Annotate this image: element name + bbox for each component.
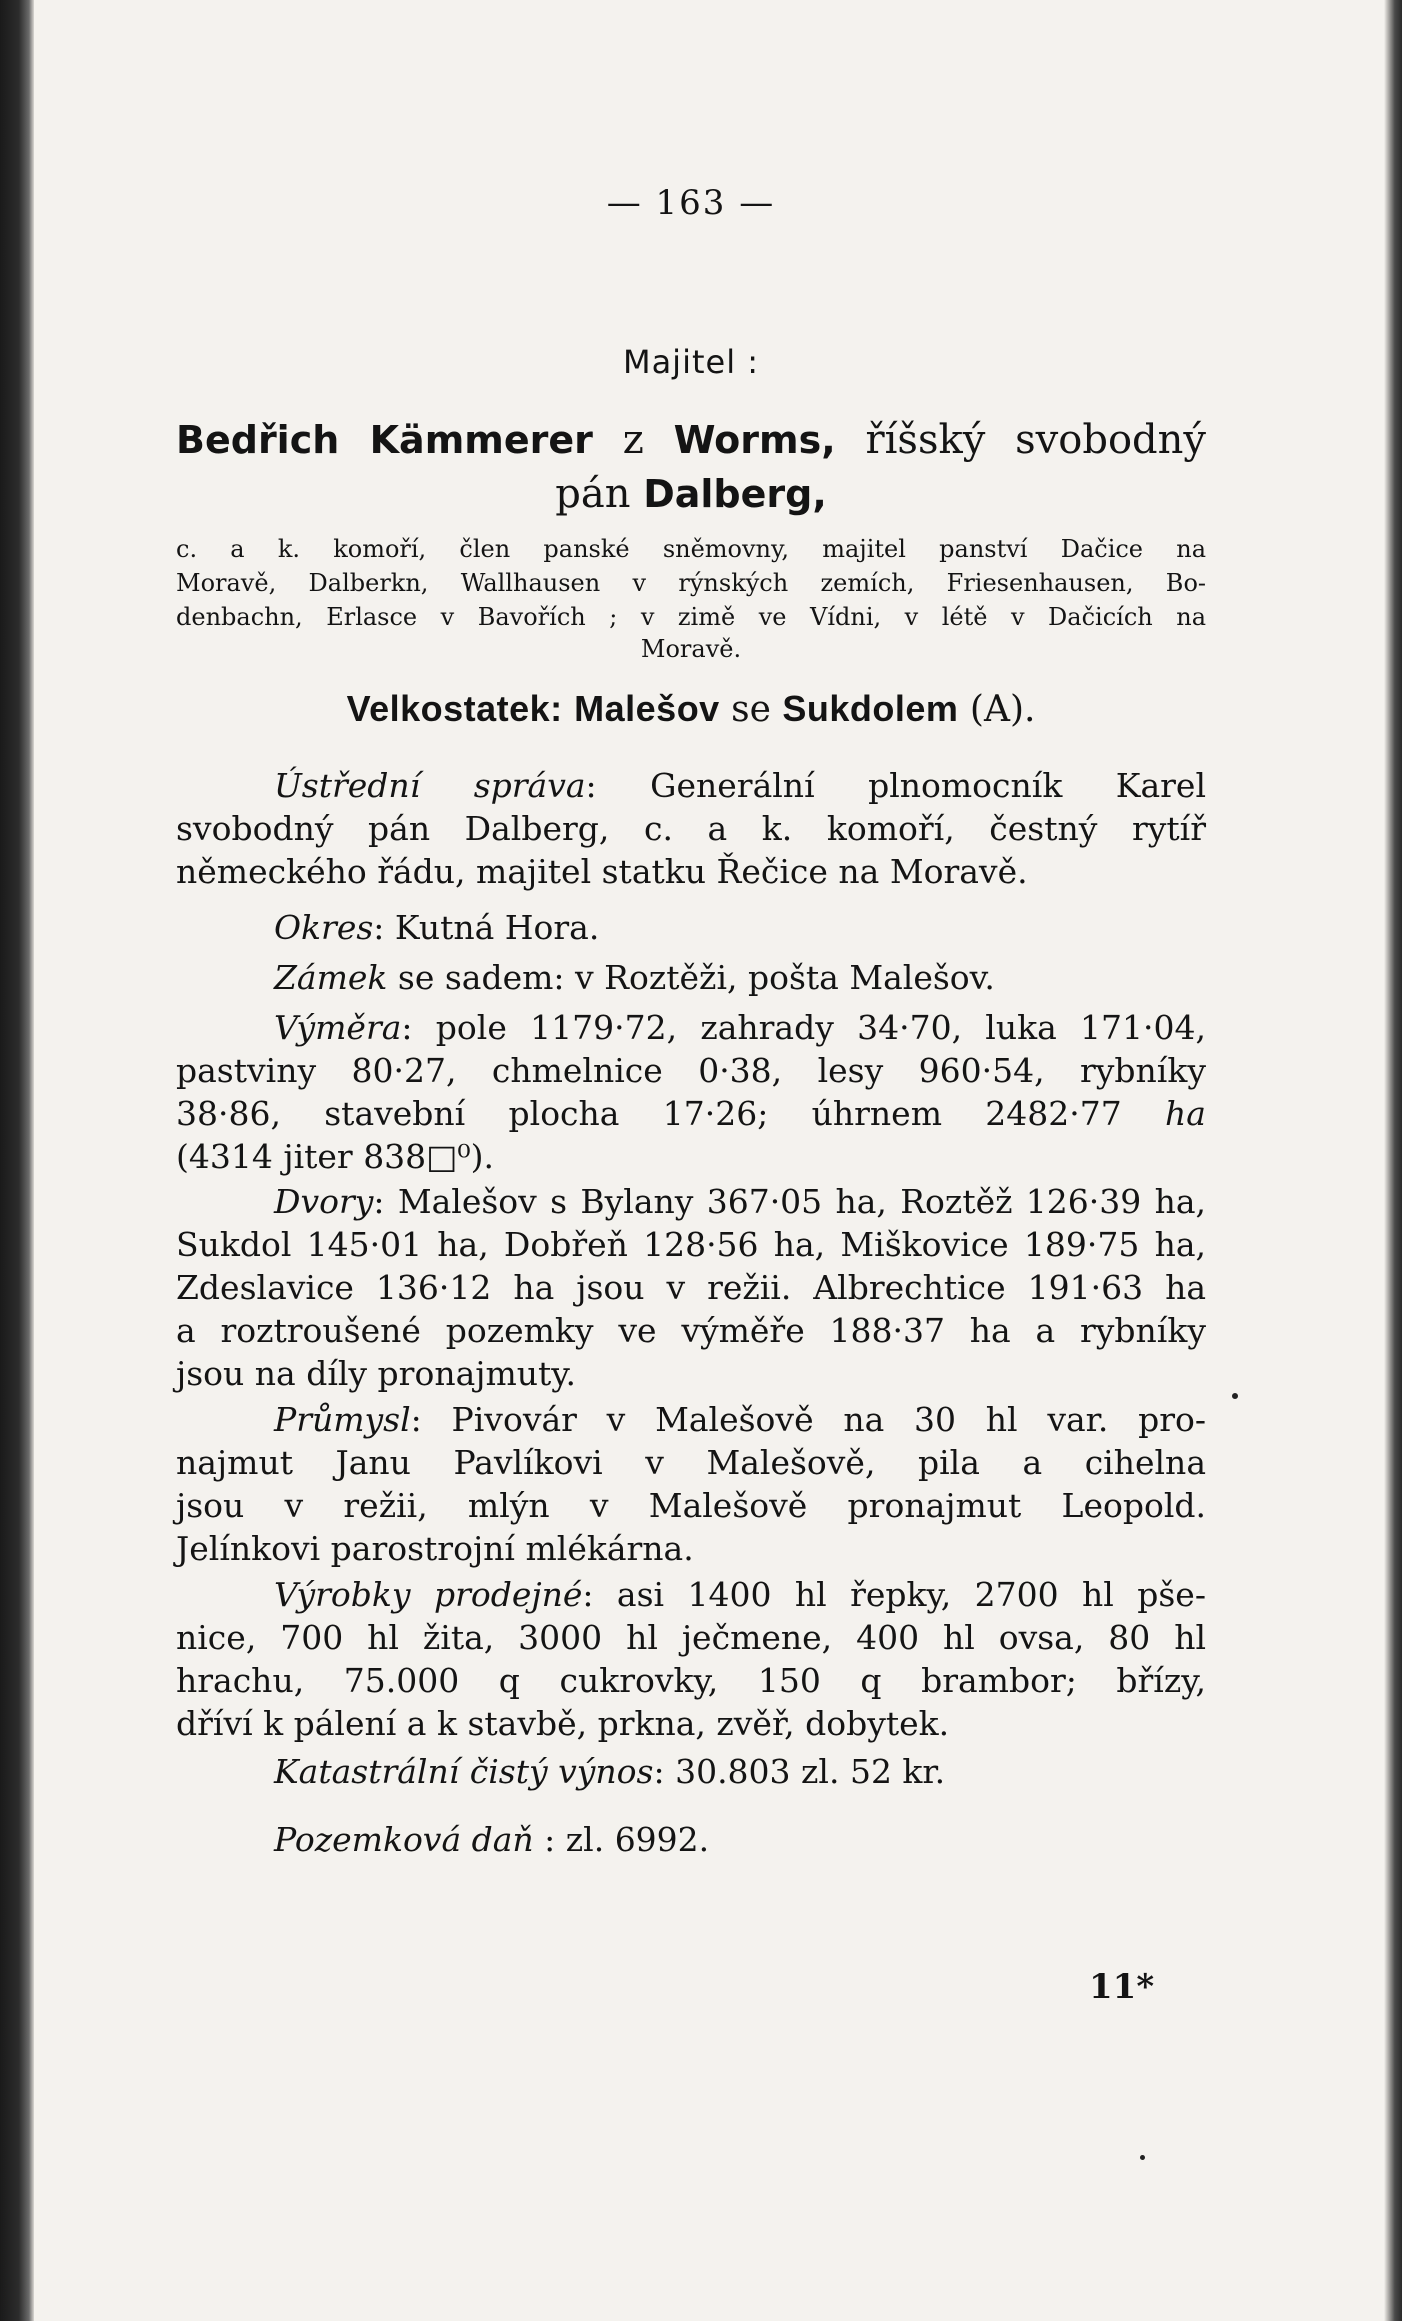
text-line: německého řádu, majitel statku Řečice na Moravě.: [176, 852, 1028, 891]
owner-title-1: říšský: [865, 417, 986, 463]
owner-name-line-2: [176, 466, 1206, 522]
section-label: Výrobky prodejné: [274, 1575, 583, 1614]
section-text: : Generální plnomocník Karel: [585, 766, 1206, 805]
owner-desc-line: c. a k. komoří, člen panské sněmovny, majitel panství Dačice na: [176, 535, 1206, 563]
unit-ha: ha: [1165, 1094, 1206, 1133]
text-line: [176, 1398, 1206, 1441]
section-dvory: [176, 1180, 1206, 1395]
owner-name: Bedřich Kämmerer: [176, 418, 593, 462]
section-label: Pozemková daň: [274, 1820, 534, 1859]
text-line: Sukdol 145·01 ha, Dobřeň 128·56 ha, Miškovice 189·75 ha,: [176, 1225, 1206, 1264]
text-line: hrachu, 75.000 q cukrovky, 150 q brambor; břízy,: [176, 1661, 1206, 1700]
section-text: : pole 1179·72, zahrady 34·70, luka 171·04,: [401, 1008, 1206, 1047]
section-label: Dvory: [274, 1182, 374, 1221]
text-line: [176, 956, 1206, 999]
section-vynos: [176, 1750, 1206, 1793]
speck: [1140, 2155, 1145, 2160]
section-label: Ústřední správa: [274, 766, 586, 805]
section-zamek: [176, 956, 1206, 999]
page-number: — 163 —: [606, 183, 776, 223]
section-label: Katastrální čistý výnos: [274, 1752, 654, 1791]
text-line: Jelínkovi parostrojní mlékárna.: [176, 1529, 694, 1568]
section-text: se sadem: v Roztěži, pošta Malešov.: [387, 958, 995, 997]
section-text: : Kutná Hora.: [373, 908, 600, 947]
section-text: : Pivovár v Malešově na 30 hl var. pro-: [410, 1400, 1206, 1439]
owner-name-dalberg: Dalberg,: [643, 472, 827, 516]
text-line: [176, 1573, 1206, 1616]
owner-title-2: svobodný: [1015, 417, 1206, 463]
text-line: a roztroušené pozemky ve výměře 188·37 ha a rybníky: [176, 1311, 1206, 1350]
estate-conj: se: [731, 689, 771, 730]
section-sprava: [176, 764, 1206, 893]
section-text: : zl. 6992.: [533, 1820, 710, 1859]
signature-mark: 11*: [1089, 1967, 1155, 2007]
owner-title-pan: pán: [555, 471, 631, 517]
section-vymera: [176, 1006, 1206, 1178]
text-line: najmut Janu Pavlíkovi v Malešově, pila a cihelna: [176, 1443, 1206, 1482]
text-line: dříví k pálení a k stavbě, prkna, zvěř, dobytek.: [176, 1704, 950, 1743]
text-line: [176, 1180, 1206, 1223]
estate-label: Velkostatek:: [346, 688, 563, 729]
estate-name: Malešov: [574, 688, 720, 729]
text-line: [176, 1818, 1206, 1861]
section-text: 38·86, stavební plocha 17·26; úhrnem 2482·77: [176, 1094, 1122, 1133]
owner-desc-line: Moravě.: [640, 635, 742, 663]
section-label: Průmysl: [274, 1400, 411, 1439]
section-label: Okres: [274, 908, 374, 947]
owner-desc-line: denbachn, Erlasce v Bavořích ; v zimě ve Vídni, v létě v Dačicích na: [176, 603, 1206, 631]
section-prumysl: [176, 1398, 1206, 1570]
text-line: (4314 jiter 838□⁰).: [176, 1137, 494, 1176]
section-vyrobky: [176, 1573, 1206, 1745]
estate-code: (A).: [969, 689, 1036, 730]
page-edge-shadow: [1384, 0, 1402, 2321]
text-line: [176, 764, 1206, 807]
page: [176, 0, 1206, 2321]
owner-name-worms: Worms,: [673, 418, 836, 462]
section-text: : 30.803 zl. 52 kr.: [653, 1752, 946, 1791]
section-dan: [176, 1818, 1206, 1861]
text-line: Zdeslavice 136·12 ha jsou v režii. Albrechtice 191·63 ha: [176, 1268, 1206, 1307]
text-line: [176, 1006, 1206, 1049]
text-line: [176, 906, 1206, 949]
text-line: pastviny 80·27, chmelnice 0·38, lesy 960·54, rybníky: [176, 1051, 1206, 1090]
estate-heading: [176, 688, 1206, 730]
owner-name-z: z: [622, 417, 644, 463]
text-line: nice, 700 hl žita, 3000 hl ječmene, 400 hl ovsa, 80 hl: [176, 1618, 1206, 1657]
owner-desc-line: Moravě, Dalberkn, Wallhausen v rýnských zemích, Friesenhausen, Bo-: [176, 569, 1206, 597]
section-text: : Malešov s Bylany 367·05 ha, Roztěž 126·39 ha,: [373, 1182, 1206, 1221]
text-line: jsou v režii, mlýn v Malešově pronajmut Leopold.: [176, 1486, 1206, 1525]
estate-name-2: Sukdolem: [782, 688, 959, 729]
text-line: svobodný pán Dalberg, c. a k. komoří, čestný rytíř: [176, 809, 1206, 848]
speck: [1232, 1393, 1238, 1399]
text-line: [176, 1092, 1206, 1135]
section-label: Zámek: [274, 958, 388, 997]
section-label: Výměra: [274, 1008, 402, 1047]
owner-label: Majitel :: [622, 343, 760, 381]
section-text: : asi 1400 hl řepky, 2700 hl pše-: [582, 1575, 1206, 1614]
text-line: jsou na díly pronajmuty.: [176, 1354, 577, 1393]
text-line: [176, 1750, 1206, 1793]
owner-name-line: [176, 412, 1206, 468]
section-okres: [176, 906, 1206, 949]
book-gutter-shadow: [0, 0, 34, 2321]
